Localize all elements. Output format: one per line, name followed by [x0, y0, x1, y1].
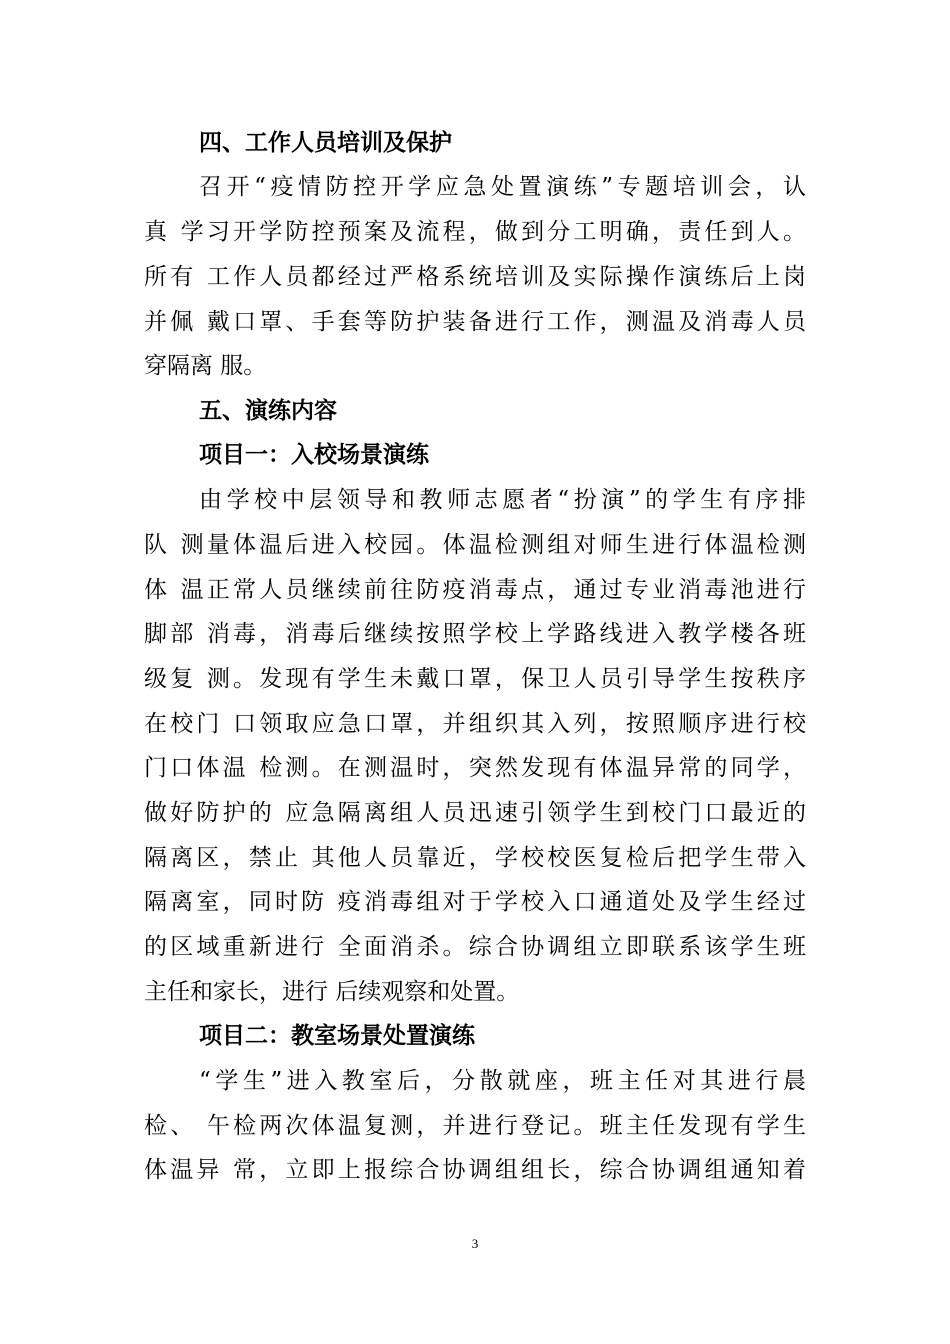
paragraph-line: 穿隔离 服。 [144, 353, 267, 379]
paragraph-line: 召开“疫情防控开学应急处置演练”专题培训会，认 [199, 174, 806, 200]
paragraph-line: 门口体温 检测。在测温时，突然发现有体温异常的同学， [144, 755, 806, 781]
section-heading-5: 五、演练内容 [199, 397, 337, 424]
item-heading-2: 项目二：教室场景处置演练 [199, 1022, 475, 1049]
paragraph-line: 做好防护的 应急隔离组人员迅速引领学生到校门口最近的 [144, 800, 806, 826]
paragraph-line: 体 温正常人员继续前往防疫消毒点，通过专业消毒池进行 [144, 577, 806, 603]
paragraph-line: 隔离室，同时防 疫消毒组对于学校入口通道处及学生经过 [144, 889, 806, 915]
paragraph-line: 脚部 消毒，消毒后继续按照学校上学路线进入教学楼各班 [144, 621, 806, 647]
paragraph-line: 隔离区，禁止 其他人员靠近，学校校医复检后把学生带入 [144, 845, 806, 871]
paragraph-line: 级复 测。发现有学生未戴口罩，保卫人员引导学生按秩序 [144, 666, 806, 692]
paragraph-line: 主任和家长，进行 后续观察和处置。 [144, 979, 520, 1005]
paragraph-line: 所有 工作人员都经过严格系统培训及实际操作演练后上岗 [144, 264, 806, 290]
paragraph-line: 体温异 常，立即上报综合协调组组长，综合协调组通知着 [144, 1157, 806, 1183]
paragraph-line: 队 测量体温后进入校园。体温检测组对师生进行体温检测 [144, 532, 806, 558]
section-heading-4: 四、工作人员培训及保护 [199, 129, 452, 156]
paragraph-line: 检、 午检两次体温复测，并进行登记。班主任发现有学生 [144, 1113, 806, 1139]
paragraph-line: “学生”进入教室后，分散就座，班主任对其进行晨 [199, 1068, 806, 1094]
paragraph-line: 在校门 口领取应急口罩，并组织其入列，按照顺序进行校 [144, 711, 806, 737]
paragraph-line: 真 学习开学防控预案及流程，做到分工明确，责任到人。 [144, 219, 806, 245]
page-number: 3 [471, 1236, 479, 1251]
paragraph-line: 并佩 戴口罩、手套等防护装备进行工作，测温及消毒人员 [144, 309, 806, 335]
paragraph-line: 的区域重新进行 全面消杀。综合协调组立即联系该学生班 [144, 934, 806, 960]
paragraph-line: 由学校中层领导和教师志愿者“扮演”的学生有序排 [199, 487, 806, 513]
item-heading-1: 项目一：入校场景演练 [199, 441, 429, 468]
